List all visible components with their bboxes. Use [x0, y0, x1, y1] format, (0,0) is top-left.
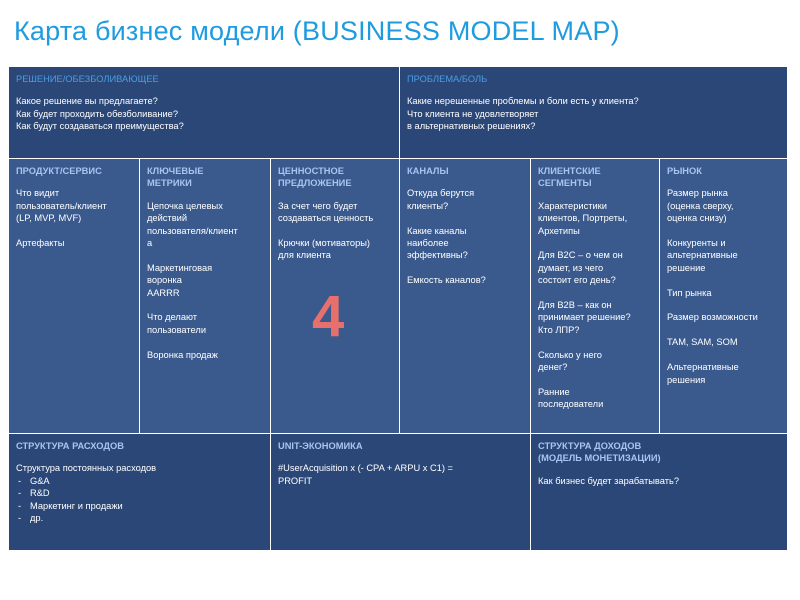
value-proposition-header: ЦЕННОСТНОЕ ПРЕДЛОЖЕНИЕ [278, 166, 352, 189]
key-metrics-header: КЛЮЧЕВЫЕ МЕТРИКИ [147, 166, 204, 189]
value-proposition-body: За счет чего будет создаваться ценность Крючки (мотиваторы) для клиента [278, 200, 374, 261]
channels-body: Откуда берутся клиенты? Какие каналы наиболее эффективны? Емкость каналов? [407, 188, 486, 286]
solution-body: Какое решение вы предлагаете? Как будет проходить обезболивание? Как будут создаваться преимущества? [16, 96, 184, 132]
list-item: - R&D [16, 487, 263, 499]
product-service-cell [9, 159, 140, 434]
list-item: - др. [16, 512, 263, 524]
slide-number: 4 [312, 284, 345, 349]
product-service-header: ПРОДУКТ/СЕРВИС [16, 166, 102, 176]
cost-structure-intro: Структура постоянных расходов [16, 463, 157, 474]
unit-economics-body: #UserAcquisition x (- CPA + ARPU x C1) = PROFIT [278, 463, 453, 486]
problem-body: Какие нерешенные проблемы и боли есть у клиента? Что клиента не удовлетворяет в альтернативных решениях? [407, 96, 639, 132]
channels-cell [400, 159, 531, 434]
list-item: - G&A [16, 475, 263, 487]
key-metrics-cell [140, 159, 271, 434]
solution-header: РЕШЕНИЕ/ОБЕЗБОЛИВАЮЩЕЕ [16, 74, 159, 84]
revenue-structure-header: СТРУКТУРА ДОХОДОВ (МОДЕЛЬ МОНЕТИЗАЦИИ) [538, 441, 661, 464]
cost-structure-header: СТРУКТУРА РАСХОДОВ [16, 441, 124, 451]
unit-economics-cell [271, 434, 531, 551]
unit-economics-header: UNIT-ЭКОНОМИКА [278, 441, 363, 451]
customer-segments-body: Характеристики клиентов, Портреты, Архетипы Для В2С – о чем он думает, из чего состоит его день? Для В2В – как он принимает решение? Кто ЛПР? Сколько у него денег? Ранние последователи [538, 200, 631, 410]
customer-segments-header: КЛИЕНТСКИЕ СЕГМЕНТЫ [538, 166, 601, 189]
revenue-structure-cell [531, 434, 788, 551]
cost-structure-list [16, 475, 263, 525]
business-model-canvas [9, 67, 788, 551]
revenue-structure-body: Как бизнес будет зарабатывать? [538, 475, 680, 486]
solution-cell [9, 67, 400, 159]
market-body: Размер рынка (оценка сверху, оценка снизу) Конкуренты и альтернативные решение Тип рынка Размер возможности TAM, SAM, SOM Альтернативные решения [667, 188, 758, 385]
page-title: Карта бизнес модели (BUSINESS MODEL MAP) [14, 16, 620, 46]
problem-cell [400, 67, 788, 159]
list-item: - Маркетинг и продажи [16, 500, 263, 512]
product-service-body: Что видит пользователь/клиент (LP, MVP, MVF) Артефакты [16, 188, 107, 249]
customer-segments-cell [531, 159, 660, 434]
market-header: РЫНОК [667, 166, 702, 176]
cost-structure-cell [9, 434, 271, 551]
channels-header: КАНАЛЫ [407, 166, 449, 176]
problem-header: ПРОБЛЕМА/БОЛЬ [407, 74, 488, 84]
key-metrics-body: Цепочка целевых действий пользователя/клиент а Маркетинговая воронка AARRR Что делают пользователи Воронка продаж [147, 200, 238, 360]
market-cell [660, 159, 788, 434]
